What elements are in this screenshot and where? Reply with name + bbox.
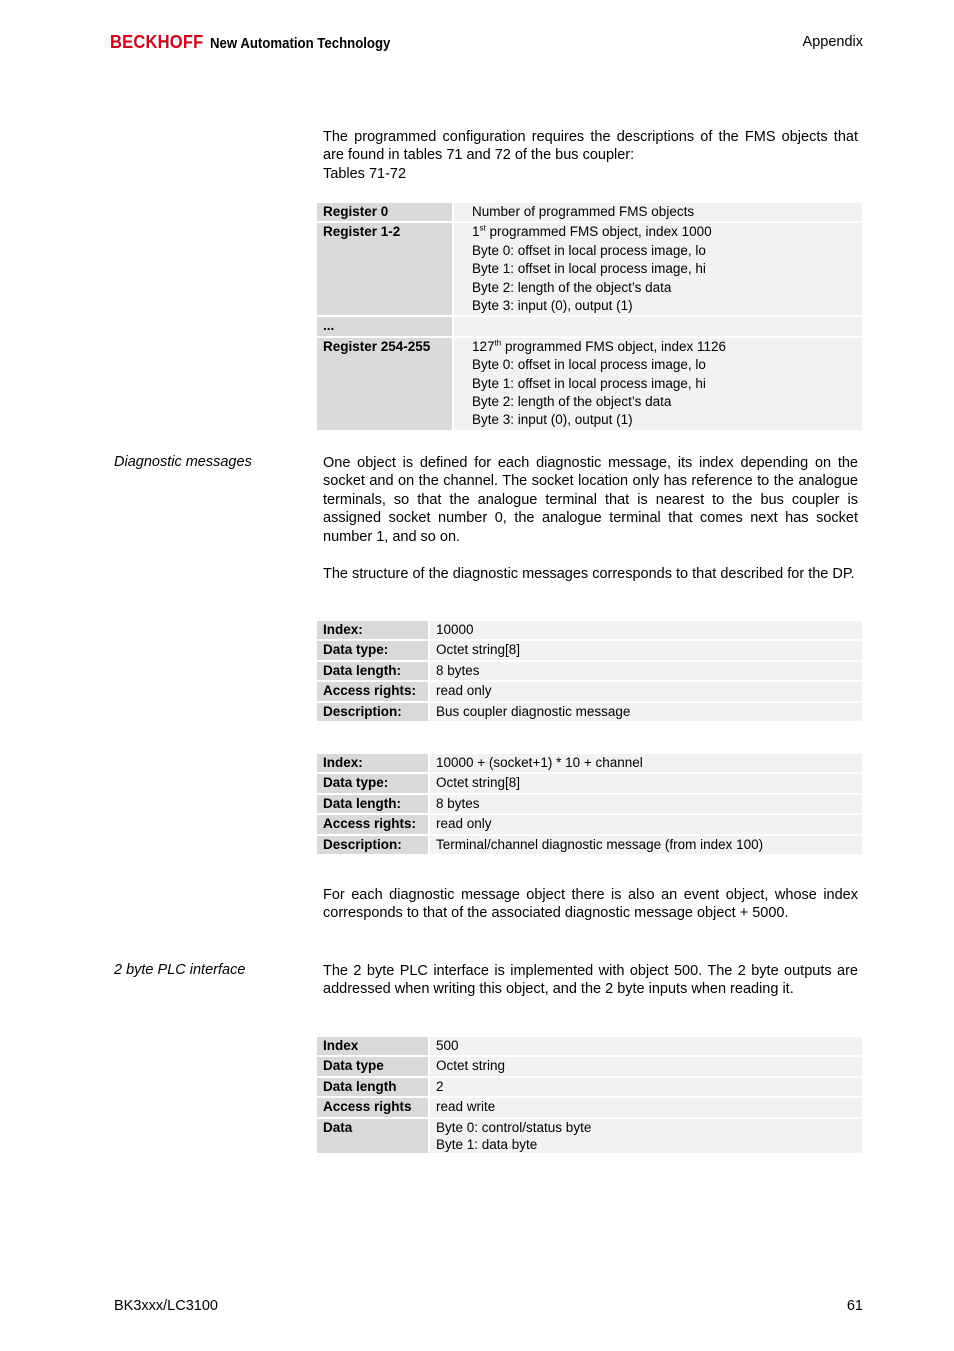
intro-text: The programmed configuration requires the descriptions of the FMS objects that are found in tables 71 and 72 of the bus coupler: [323, 129, 858, 164]
row-value: Octet string[8] [430, 641, 862, 659]
row-value: 10000 [430, 621, 862, 639]
row-key: Description: [317, 703, 428, 721]
register-value-line: Byte 0: offset in local process image, lo [472, 242, 706, 258]
register-value-line: 127th programmed FMS object, index 1126 [472, 338, 727, 354]
table-row [317, 621, 862, 639]
row-value: read only [430, 815, 862, 833]
register-value [454, 223, 862, 315]
register-value: Number of programmed FMS objects [454, 203, 862, 221]
register-value [454, 338, 862, 430]
row-key: Data length [317, 1078, 428, 1096]
table-row [317, 815, 862, 833]
register-key: Register 254-255 [317, 338, 452, 430]
register-value-line: Byte 1: offset in local process image, hi [472, 261, 706, 277]
row-value: Terminal/channel diagnostic message (from index 100) [430, 836, 862, 854]
row-value: 10000 + (socket+1) * 10 + channel [430, 754, 862, 772]
plc-paragraph: The 2 byte PLC interface is implemented with object 500. The 2 byte outputs are addressed when writing this object, and the 2 byte inputs when reading it. [323, 963, 858, 998]
register-key: ... [317, 317, 452, 335]
row-key: Data type: [317, 641, 428, 659]
row-value: 2 [430, 1078, 862, 1096]
table-row [317, 1057, 862, 1075]
row-key: Data type: [317, 774, 428, 792]
table-row [317, 754, 862, 772]
row-value: 500 [430, 1037, 862, 1055]
register-key: Register 0 [317, 203, 452, 221]
register-value-line: Byte 2: length of the object’s data [472, 394, 672, 410]
register-value-line: Byte 3: input (0), output (1) [472, 298, 633, 314]
intro-paragraph [323, 128, 858, 183]
row-key: Index: [317, 754, 428, 772]
row-value: 8 bytes [430, 662, 862, 680]
table-row [317, 662, 862, 680]
row-key: Data length: [317, 662, 428, 680]
header-logo [110, 32, 415, 53]
row-value: read write [430, 1098, 862, 1116]
row-value-line: Byte 0: control/status byte [436, 1119, 592, 1135]
row-key: Data length: [317, 795, 428, 813]
table-row [317, 703, 862, 721]
table-row [317, 682, 862, 700]
table-row [317, 317, 862, 335]
register-table [317, 201, 862, 432]
row-key: Access rights: [317, 815, 428, 833]
diagnostic-table-1 [317, 619, 862, 723]
row-key: Description: [317, 836, 428, 854]
side-label-diagnostic: Diagnostic messages [114, 454, 252, 470]
register-value-line: Byte 2: length of the object’s data [472, 279, 672, 295]
row-key: Index [317, 1037, 428, 1055]
table-row [317, 1119, 862, 1153]
row-value [430, 1119, 862, 1153]
brand-tagline: New Automation Technology [209, 35, 390, 52]
table-row [317, 338, 862, 430]
row-key: Access rights [317, 1098, 428, 1116]
table-row [317, 774, 862, 792]
register-value-line: Byte 0: offset in local process image, lo [472, 357, 706, 373]
table-row [317, 203, 862, 221]
tables-reference: Tables 71-72 [323, 165, 407, 182]
table-row [317, 836, 862, 854]
side-label-plc: 2 byte PLC interface [114, 962, 246, 978]
register-value [454, 317, 862, 335]
table-row [317, 795, 862, 813]
page-number: 61 [846, 1298, 863, 1314]
diagnostic-paragraph-3: For each diagnostic message object there is also an event object, whose index corresponds to that of the associated diagnostic message object + 5000. [323, 887, 858, 922]
row-value: 8 bytes [430, 795, 862, 813]
row-value: read only [430, 682, 862, 700]
register-value-line: Byte 1: offset in local process image, hi [472, 375, 706, 391]
row-key: Data [317, 1119, 428, 1153]
diagnostic-table-2 [317, 752, 862, 856]
diagnostic-paragraph-1: One object is defined for each diagnostic message, its index depending on the socket and on the channel. The socket location only has reference to the analogue terminals, so that the analogue terminal that is nearest to the bus coupler is assigned socket number 0, the analogue terminal that comes next has socket number 1, and so on. [323, 455, 858, 545]
row-value: Bus coupler diagnostic message [430, 703, 862, 721]
table-row [317, 1098, 862, 1116]
row-value: Octet string [430, 1057, 862, 1075]
table-row [317, 223, 862, 315]
register-value-line: Byte 3: input (0), output (1) [472, 412, 633, 428]
footer-product: BK3xxx/LC3100 [114, 1298, 218, 1314]
section-title: Appendix [802, 34, 863, 50]
table-row [317, 1037, 862, 1055]
row-key: Data type [317, 1057, 428, 1075]
register-value-line: 1st programmed FMS object, index 1000 [472, 223, 712, 240]
diagnostic-paragraph-2: The structure of the diagnostic messages corresponds to that described for the DP. [323, 566, 855, 582]
row-value: Octet string[8] [430, 774, 862, 792]
row-value-line: Byte 1: data byte [436, 1136, 538, 1152]
table-row [317, 1078, 862, 1096]
plc-table [317, 1035, 862, 1155]
brand-name: BECKHOFF [110, 32, 204, 52]
row-key: Index: [317, 621, 428, 639]
table-row [317, 641, 862, 659]
row-key: Access rights: [317, 682, 428, 700]
register-key: Register 1-2 [317, 223, 452, 315]
